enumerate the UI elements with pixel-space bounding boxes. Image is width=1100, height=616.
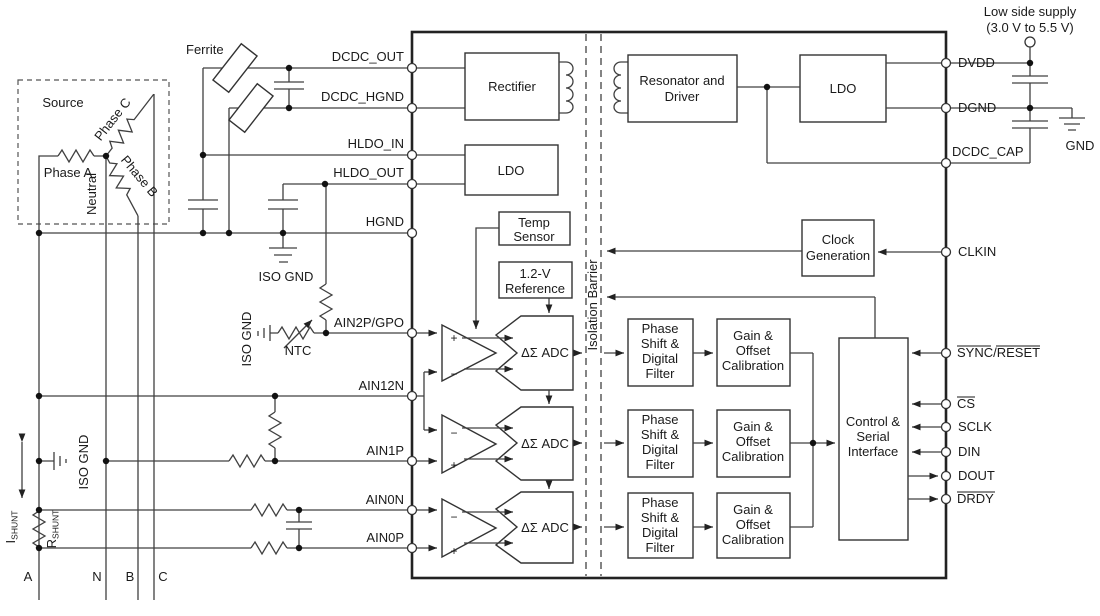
clock-gen-line2: Generation	[805, 248, 871, 263]
pf1-l4: Filter	[645, 457, 675, 472]
label-dcdc-cap: DCDC_CAP	[952, 144, 1024, 159]
pin-hgnd	[408, 229, 417, 238]
label-dout: DOUT	[958, 468, 995, 483]
phase-a-label: Phase A	[43, 165, 93, 180]
gc1-l2: Offset	[735, 434, 771, 449]
pin-drdy	[942, 495, 951, 504]
label-drdy: DRDY	[957, 491, 994, 506]
adc1-label: ΔΣ ADC	[521, 436, 569, 451]
neutral-label: Neutral	[84, 173, 99, 215]
low-side-blocks	[628, 55, 908, 558]
pf1-l1: Phase	[641, 412, 679, 427]
gc2-l3: Calibration	[721, 358, 785, 373]
iso-gnd-label-ntc: ISO GND	[239, 311, 254, 367]
label-hldo-out: HLDO_OUT	[333, 165, 404, 180]
label-hldo-in: HLDO_IN	[347, 136, 404, 151]
reference-line2: Reference	[505, 281, 565, 296]
supply-terminal	[1025, 37, 1035, 47]
supply-label-line2: (3.0 V to 5.5 V)	[986, 20, 1074, 35]
rectifier-label: Rectifier	[488, 79, 536, 94]
label-dcdc-out: DCDC_OUT	[331, 49, 404, 64]
line-n-label: N	[92, 569, 102, 584]
label-sync-reset: SYNC/RESET	[957, 345, 1041, 360]
shunt-circuit	[3, 442, 61, 548]
pin-labels-left	[321, 49, 404, 545]
label-din: DIN	[958, 444, 981, 459]
external-wiring-right	[946, 4, 1094, 163]
gc0-l3: Calibration	[721, 532, 785, 547]
rshunt-label: RSHUNT	[44, 509, 61, 549]
ferrite-label: Ferrite	[186, 42, 224, 57]
control-l3: Interface	[847, 444, 899, 459]
iso-gnd-label-a: ISO GND	[76, 434, 91, 490]
pf2-l2: Shift &	[640, 336, 680, 351]
gc1-l3: Calibration	[721, 449, 785, 464]
supply-label-line1: Low side supply	[983, 4, 1077, 19]
source-circuit	[18, 80, 169, 600]
phase-b-label: Phase B	[117, 152, 161, 200]
ishunt-label: ISHUNT	[3, 510, 20, 544]
pin-dcdc-hgnd	[408, 104, 417, 113]
pf0-l1: Phase	[641, 495, 679, 510]
adc2-label: ΔΣ ADC	[521, 345, 569, 360]
control-l1: Control &	[845, 414, 901, 429]
pf2-l4: Filter	[645, 366, 675, 381]
amp0-plus-sign: +	[450, 544, 458, 558]
line-c-label: C	[158, 569, 168, 584]
label-sclk: SCLK	[958, 419, 992, 434]
adc-blocks	[496, 316, 573, 563]
phase-c-label: Phase C	[91, 94, 134, 144]
phase-line-labels	[24, 569, 168, 584]
pin-hldo-in	[408, 151, 417, 160]
label-clkin: CLKIN	[958, 244, 997, 259]
isolation-barrier-label: Isolation Barrier	[585, 259, 600, 351]
gc1-l1: Gain &	[733, 419, 773, 434]
label-dgnd: DGND	[958, 100, 997, 115]
pin-ain0n	[408, 506, 417, 515]
gc2-l2: Offset	[735, 343, 771, 358]
amp1-plus-sign: +	[450, 458, 458, 472]
label-cs: CS	[957, 396, 976, 411]
reference-line1: 1.2-V	[519, 266, 551, 281]
label-ain0n: AIN0N	[365, 492, 404, 507]
amp1-minus-sign: −	[450, 426, 458, 440]
pf0-l4: Filter	[645, 540, 675, 555]
clock-gen-line1: Clock	[821, 232, 855, 247]
gc0-l2: Offset	[735, 517, 771, 532]
ferrite-beads	[186, 42, 273, 132]
pin-ain1p	[408, 457, 417, 466]
gc0-l1: Gain &	[733, 502, 773, 517]
pin-ain12n	[408, 392, 417, 401]
amp0-minus-sign: −	[450, 510, 458, 524]
control-l2: Serial	[856, 429, 890, 444]
pin-cs	[942, 400, 951, 409]
pin-sync-reset	[942, 349, 951, 358]
input-amplifiers	[442, 325, 496, 558]
line-b-label: B	[125, 569, 135, 584]
gc2-l1: Gain &	[733, 328, 773, 343]
source-label: Source	[42, 95, 84, 110]
pf1-l3: Digital	[641, 442, 679, 457]
label-dvdd: DVDD	[958, 55, 995, 70]
ldo-label: LDO	[829, 81, 857, 96]
temp-sensor-line1: Temp	[518, 215, 550, 230]
pf2-l3: Digital	[641, 351, 679, 366]
pf1-l2: Shift &	[640, 427, 680, 442]
resonator-line2: Driver	[664, 89, 700, 104]
pin-labels-right	[952, 55, 1040, 506]
pin-sclk	[942, 423, 951, 432]
label-hgnd: HGND	[365, 214, 404, 229]
pin-dvdd	[942, 59, 951, 68]
amp2-minus-sign: −	[450, 367, 458, 381]
pin-ain0p	[408, 544, 417, 553]
adc0-label: ΔΣ ADC	[521, 520, 569, 535]
label-ain2p-gpo: AIN2P/GPO	[333, 315, 404, 330]
transformer-secondary-coil	[614, 62, 628, 113]
pin-dout	[942, 472, 951, 481]
line-a-label: A	[23, 569, 33, 584]
pin-clkin	[942, 248, 951, 257]
pf2-l1: Phase	[641, 321, 679, 336]
pf0-l3: Digital	[641, 525, 679, 540]
resonator-line1: Resonator and	[639, 73, 725, 88]
pin-dcdc-out	[408, 64, 417, 73]
temp-sensor-line2: Sensor	[513, 229, 555, 244]
pin-hldo-out	[408, 180, 417, 189]
pin-dcdc-cap	[942, 159, 951, 168]
hldo-label: LDO	[497, 163, 525, 178]
pin-ain2p-gpo	[408, 329, 417, 338]
isolation-barrier	[585, 34, 601, 576]
pin-dgnd	[942, 104, 951, 113]
label-ain12n: AIN12N	[358, 378, 404, 393]
gnd-label: GND	[1065, 138, 1095, 153]
label-ain0p: AIN0P	[366, 530, 404, 545]
label-ain1p: AIN1P	[366, 443, 404, 458]
amp2-plus-sign: +	[450, 331, 458, 345]
pin-din	[942, 448, 951, 457]
label-dcdc-hgnd: DCDC_HGND	[320, 89, 404, 104]
pf0-l2: Shift &	[640, 510, 680, 525]
iso-gnd-label-cap: ISO GND	[258, 269, 314, 284]
ntc-label: NTC	[284, 343, 312, 358]
ntc-resistor	[278, 327, 314, 339]
transformer-primary-coil	[559, 62, 573, 113]
